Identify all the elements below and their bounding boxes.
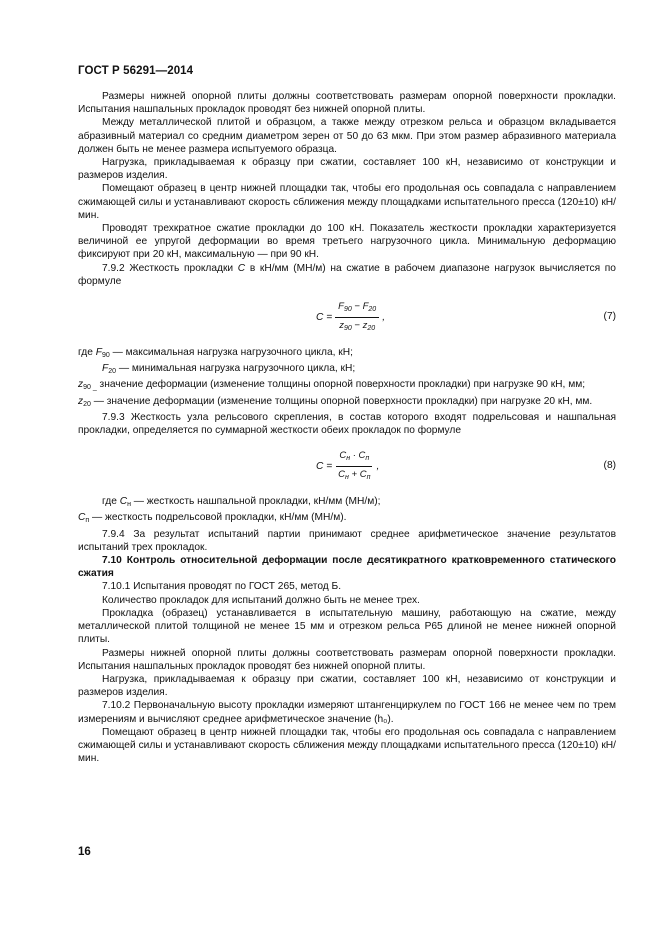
fraction [335,449,373,484]
symbol: C [237,262,246,274]
symbol: C [358,450,366,462]
text: 7.9.2 Жесткость прокладки [102,262,238,274]
text: в кН/мм (МН/м) на сжатие в рабочем диапазоне нагрузок вычисляется по формуле [78,262,616,287]
formula-lhs: C = [316,461,333,473]
symbol: C [119,496,128,508]
subscript: н [127,501,131,509]
subscript: 90 [343,325,352,333]
subscript: п [366,474,371,482]
paragraph: Количество прокладок для испытаний должно быть не менее трех. [102,594,420,606]
where-item [78,511,616,527]
document-body [78,90,616,765]
subscript: н [345,474,349,482]
symbol: F [102,363,109,375]
paragraph: Между металлической плитой и образцом, а также между отрезком рельса и образцом вкладывается абразивный материал со средним диаметром зерен от 50 до 63 мкм. При этом размер абразивного материала должен быть не менее размера испытуемого образца. [78,117,616,155]
symbol: z [362,320,368,332]
paragraph: Прокладка (образец) устанавливается в испытательную машину, работающую на сжатие, между металлической плитой толщиной не менее 15 мм и отрезком рельса Р65 длиной не менее нижней опорной плиты. [78,607,616,646]
paragraph: Размеры нижней опорной плиты должны соответствовать размерам опорной поверхности прокладки. Испытания нашпальных прокладок проводят без нижней опорной плиты. [78,647,616,672]
subscript: 20 [83,400,91,408]
paragraph: Нагрузка, прикладываемая к образцу при сжатии, составляет 100 кН, независимо от конструкции и размеров изделия. [78,157,616,182]
symbol: z [78,379,84,391]
document-header: ГОСТ Р 56291—2014 [78,65,194,77]
paragraph: Проводят трехкратное сжатие прокладки до 100 кН. Показатель жесткости прокладки характеризуется величиной ее упругой деформации во время третьего нагрузочного цикла. Минимальную деформацию фиксируют при 20 кН, максимальную — при 90 кН. [78,223,616,261]
text: — жесткость подрельсовой прокладки, кН/мм (МН/м). [89,512,347,524]
subscript: 20 [367,325,376,333]
text: — максимальная нагрузка нагрузочного цикла, кН; [109,347,353,359]
text: где [78,347,96,359]
subscript: н [346,455,351,463]
operator: − [351,320,363,332]
text: значение деформации (изменение толщины опорной поверхности прокладки) при нагрузке 90 кН, мм; [96,379,586,391]
symbol: F [362,301,369,313]
formula-8 [78,445,616,489]
operator: · [350,450,359,462]
symbol: z [78,395,84,407]
subscript: п [365,455,370,463]
formula-expression [316,449,379,484]
subscript: 90 _ [83,384,97,392]
fraction [335,300,379,335]
section-heading-7-10: 7.10 Контроль относительной деформации после десятикратного кратковременного статического сжатия [78,555,616,580]
text: — минимальная нагрузка нагрузочного цикла, кН; [116,363,356,375]
operator: + [348,469,360,481]
paragraph: Помещают образец в центр нижней площадки так, чтобы его продольная ось совпадала с направлением сжимающей силы и устанавливают скорость сближения между площадками испытательного пресса (120±10) кН/мин. [78,183,616,221]
symbol: C [338,469,346,481]
subscript: 90 [101,352,110,360]
paragraph-7-9-2 [78,262,616,288]
denominator [335,467,373,484]
numerator [336,449,372,467]
text: — значение деформации (изменение толщины опорной поверхности прокладки) при нагрузке 20 кН, мм. [90,395,593,407]
subscript: п [85,517,90,525]
symbol: C [78,512,86,524]
where-item [78,495,616,511]
formula-lhs: C = [316,312,333,324]
operator: − [351,301,363,313]
page-number: 16 [78,846,91,858]
text: — жесткость нашпальной прокладки, кН/мм (МН/м); [130,496,381,508]
symbol: F [95,347,102,359]
subscript: 20 [108,368,117,376]
paragraph: Размеры нижней опорной плиты должны соответствовать размерам опорной поверхности прокладки. Испытания нашпальных прокладок проводят без нижней опорной плиты. [78,91,616,116]
paragraph: 7.10.1 Испытания проводят по ГОСТ 265, метод Б. [102,581,342,593]
formula-number: (8) [603,460,616,472]
where-item [78,346,616,362]
symbol: z [339,320,344,332]
where-item [78,378,616,394]
paragraph: Нагрузка, прикладываемая к образцу при сжатии, составляет 100 кН, независимо от конструкции и размеров изделия. [78,673,616,699]
formula-tail: , [376,461,380,473]
where-item [78,362,616,378]
formula-number: (7) [603,311,616,323]
subscript: 90 [343,306,352,314]
paragraph: 7.10.2 Первоначальную высоту прокладки измеряют штангенциркулем по ГОСТ 166 не менее чем по трем измерениям и вычисляют среднее арифметическое значение (h₀). [78,700,616,725]
symbol: C [339,450,347,462]
denominator [336,318,378,335]
paragraph-7-9-3: 7.9.3 Жесткость узла рельсового скрепления, в состав которого входят подрельсовая и нашпальная прокладки, определяется по суммарной жесткости обеих прокладок по формуле [78,411,616,437]
numerator [335,300,379,318]
text: где [102,496,120,508]
symbol: C [359,469,367,481]
subscript: 20 [368,306,377,314]
paragraph: Помещают образец в центр нижней площадки так, чтобы его продольная ось совпадала с направлением сжимающей силы и устанавливают скорость сближения между площадками испытательного пресса (120±10) кН/мин. [78,726,616,765]
paragraph-7-9-4: 7.9.4 За результат испытаний партии принимают среднее арифметическое значение результатов испытаний трех прокладок. [78,528,616,553]
formula-7 [78,296,616,340]
where-item [78,395,616,411]
formula-tail: , [382,312,386,324]
symbol: F [338,301,344,313]
formula-expression [316,300,385,335]
